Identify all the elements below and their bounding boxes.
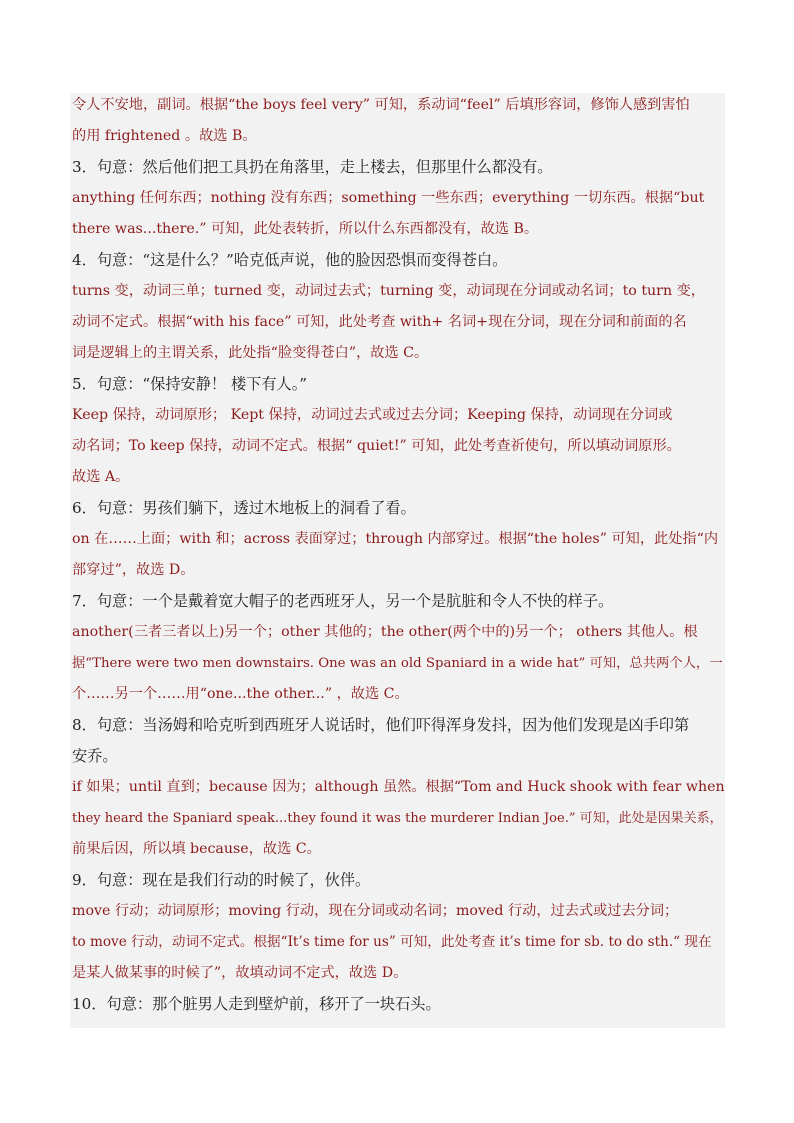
answer-explanations bbox=[70, 93, 725, 1028]
explanation-line: 令人不安地，副词。根据“the boys feel very” 可知，系动词“feel” 后填形容词，修饰人感到害怕 bbox=[72, 97, 690, 113]
explanation-line: on 在……上面；with 和；across 表面穿过；through 内部穿过。根据“the holes” 可知，此处指“内 bbox=[72, 531, 719, 547]
explanation-line: Keep 保持，动词原形； Kept 保持，动词过去式或过去分词；Keeping 保持，动词现在分词或 bbox=[72, 407, 673, 423]
explanation-line: another(三者三者以上)另一个；other 其他的；the other(两个中的)另一个； others 其他人。根 bbox=[72, 624, 698, 640]
question-line: 4．句意：“这是什么？”哈克低声说，他的脸因恐惧而变得苍白。 bbox=[72, 251, 508, 269]
explanation-line: to move 行动，动词不定式。根据“It’s time for us” 可知，此处考查 it’s time for sb. to do sth.“ 现在 bbox=[72, 934, 712, 950]
explanation-line: there was...there.” 可知，此处表转折，所以什么东西都没有，故选 B。 bbox=[72, 221, 539, 237]
question-line: 6．句意：男孩们躺下，透过木地板上的洞看了看。 bbox=[72, 499, 416, 517]
explanation-line: 故选 A。 bbox=[72, 469, 130, 485]
question-line: 3．句意：然后他们把工具扔在角落里，走上楼去，但那里什么都没有。 bbox=[72, 158, 553, 176]
explanation-line: 个……另一个……用“one...the other...” ，故选 C。 bbox=[72, 686, 409, 702]
question-line: 9．句意：现在是我们行动的时候了，伙伴。 bbox=[72, 871, 371, 889]
explanation-line: 据“There were two men downstairs. One was an old Spaniard in a wide hat” 可知，总共两个人，一 bbox=[72, 656, 723, 671]
explanation-line: 部穿过”，故选 D。 bbox=[72, 562, 195, 578]
question-line: 5．句意：“保持安静！ 楼下有人。” bbox=[72, 375, 308, 393]
explanation-line: 词是逻辑上的主谓关系，此处指“脸变得苍白”，故选 C。 bbox=[72, 345, 429, 361]
explanation-line: they heard the Spaniard speak...they found it was the murderer Indian Joe.” 可知，此处是因果关系， bbox=[72, 811, 723, 826]
explanation-line: 动词不定式。根据“with his face” 可知，此处考查 with+ 名词+现在分词，现在分词和前面的名 bbox=[72, 314, 687, 330]
explanation-line: 动名词；To keep 保持，动词不定式。根据“ quiet!” 可知，此处考查祈使句，所以填动词原形。 bbox=[72, 438, 681, 454]
explanation-line: 前果后因，所以填 because，故选 C。 bbox=[72, 841, 321, 857]
question-line: 8．句意：当汤姆和哈克听到西班牙人说话时，他们吓得浑身发抖，因为他们发现是凶手印第 bbox=[72, 716, 690, 734]
explanation-line: if 如果；until 直到；because 因为；although 虽然。根据“Tom and Huck shook with fear when bbox=[72, 779, 725, 795]
explanation-line: anything 任何东西；nothing 没有东西；something 一些东西；everything 一切东西。根据“but bbox=[72, 190, 705, 206]
question-line: 10．句意：那个脏男人走到壁炉前，移开了一块石头。 bbox=[72, 995, 441, 1013]
question-line: 安乔。 bbox=[72, 747, 118, 765]
question-line: 7．句意：一个是戴着宽大帽子的老西班牙人，另一个是肮脏和令人不快的样子。 bbox=[72, 592, 614, 610]
explanation-line: 的用 frightened 。故选 B。 bbox=[72, 128, 257, 144]
explanation-line: turns 变，动词三单；turned 变，动词过去式；turning 变，动词现在分词或动名词；to turn 变， bbox=[72, 283, 705, 299]
explanation-line: move 行动；动词原形；moving 行动，现在分词或动名词；moved 行动，过去式或过去分词； bbox=[72, 903, 679, 919]
explanation-line: 是某人做某事的时候了”，故填动词不定式，故选 D。 bbox=[72, 965, 408, 981]
